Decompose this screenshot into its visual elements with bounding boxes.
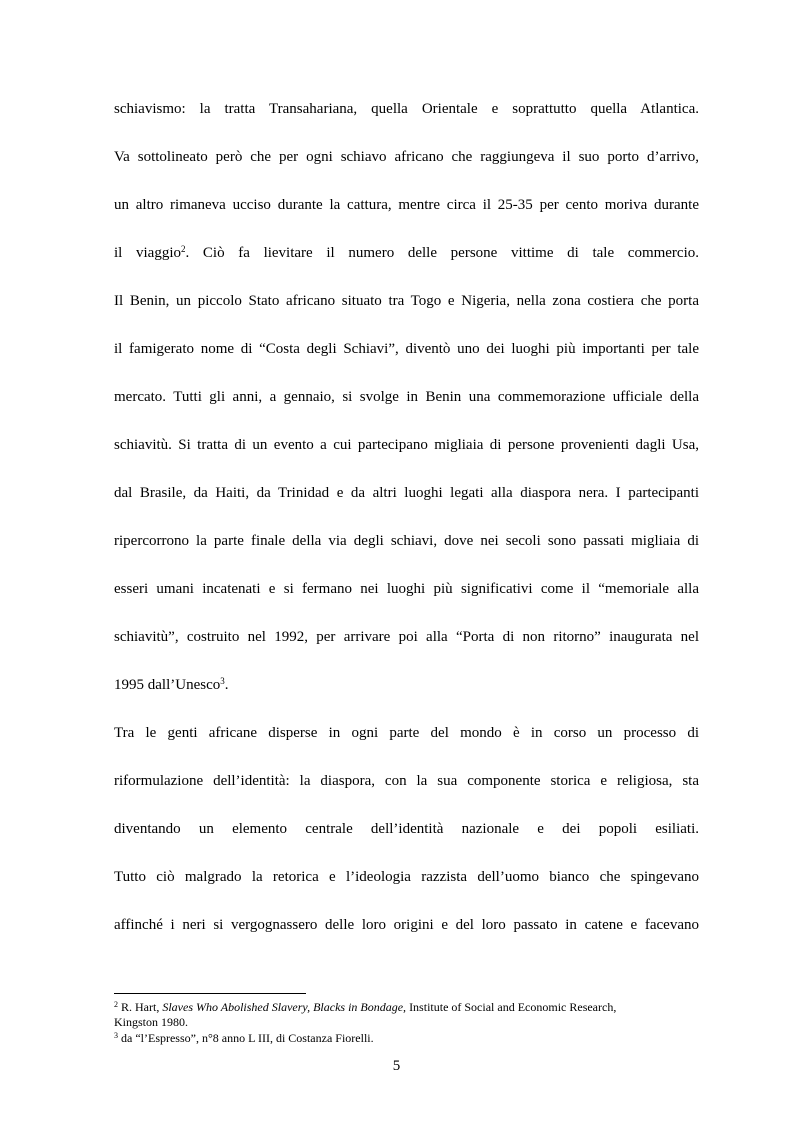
footnote-marker: 3 xyxy=(114,1031,118,1040)
body-text: . Ciò fa lievitare il numero delle persone vittime di tale commercio. xyxy=(185,245,700,261)
body-line: schiavismo: la tratta Transahariana, quella Orientale e soprattutto quella Atlantica. xyxy=(114,101,699,117)
page-number: 5 xyxy=(392,1058,401,1074)
footnote-text: da “l’Espresso”, n°8 anno L III, di Costanza Fiorelli. xyxy=(118,1031,374,1045)
footnote-place-year: Kingston 1980. xyxy=(114,1015,189,1029)
body-line xyxy=(114,243,699,263)
body-line: schiavitù”, costruito nel 1992, per arrivare poi alla “Porta di non ritorno” inaugurata nel xyxy=(114,629,699,645)
body-text: 1995 dall’Unesco xyxy=(114,677,221,693)
body-line: Il Benin, un piccolo Stato africano situato tra Togo e Nigeria, nella zona costiera che porta xyxy=(114,293,699,309)
footnote-title: Slaves Who Abolished Slavery, Blacks in Bondage, xyxy=(162,1000,407,1014)
body-line: ripercorrono la parte finale della via degli schiavi, dove nei secoli sono passati migliaia di xyxy=(114,533,699,549)
footnote-author: R. Hart, xyxy=(118,1000,163,1014)
footnote-marker: 2 xyxy=(114,1000,118,1009)
body-line: esseri umani incatenati e si fermano nei luoghi più significativi come il “memoriale alla xyxy=(114,581,699,597)
footnote-separator xyxy=(114,993,306,994)
body-line: riformulazione dell’identità: la diaspora, con la sua componente storica e religiosa, sta xyxy=(114,773,699,789)
footnote-ref-3[interactable]: 3 xyxy=(220,676,225,686)
body-text: . xyxy=(224,677,229,693)
body-line: diventando un elemento centrale dell’identità nazionale e dei popoli esiliati. xyxy=(114,821,699,837)
footnote-ref-2[interactable]: 2 xyxy=(181,244,186,254)
body-line: Va sottolineato però che per ogni schiavo africano che raggiungeva il suo porto d’arrivo, xyxy=(114,149,699,165)
body-line: Tra le genti africane disperse in ogni parte del mondo è in corso un processo di xyxy=(114,725,699,741)
footnote-publisher: Institute of Social and Economic Research, xyxy=(406,1000,617,1014)
footnote-3 xyxy=(114,1031,699,1046)
body-line: affinché i neri si vergognassero delle loro origini e del loro passato in catene e facevano xyxy=(114,917,699,933)
body-line: il famigerato nome di “Costa degli Schiavi”, diventò uno dei luoghi più importanti per tale xyxy=(114,341,699,357)
body-line: dal Brasile, da Haiti, da Trinidad e da altri luoghi legati alla diaspora nera. I partecipanti xyxy=(114,485,699,501)
body-text: il viaggio xyxy=(114,245,181,261)
body-line: schiavitù. Si tratta di un evento a cui partecipano migliaia di persone provenienti dagli Usa, xyxy=(114,437,699,453)
footnote-2 xyxy=(114,1000,699,1030)
body-line: Tutto ciò malgrado la retorica e l’ideologia razzista dell’uomo bianco che spingevano xyxy=(114,869,699,885)
body-line: mercato. Tutti gli anni, a gennaio, si svolge in Benin una commemorazione ufficiale della xyxy=(114,389,699,405)
body-line xyxy=(114,675,699,695)
body-line: un altro rimaneva ucciso durante la cattura, mentre circa il 25-35 per cento moriva durante xyxy=(114,197,699,213)
